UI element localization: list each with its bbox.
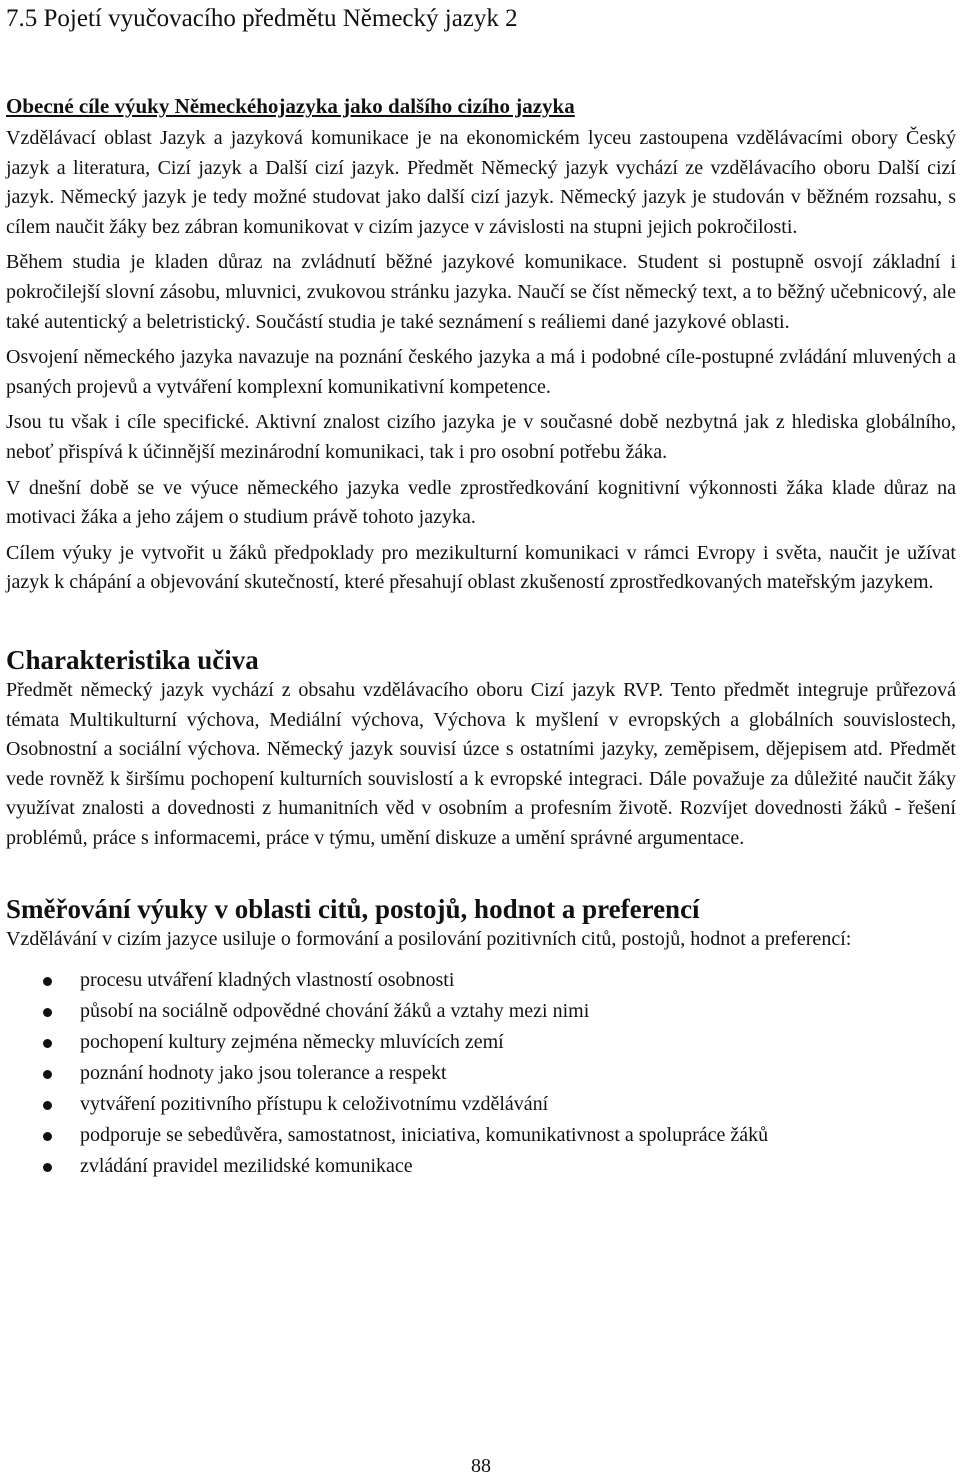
- paragraph: Jsou tu však i cíle specifické. Aktivní znalost cizího jazyka je v současné době nezbytná jak z hlediska globálního, neboť přispívá k účinnější mezinárodní komunikaci, tak i pro osobní potřebu žáka.: [6, 411, 956, 463]
- list-item: poznání hodnoty jako jsou tolerance a respekt: [6, 1058, 956, 1089]
- paragraph: Vzdělávací oblast Jazyk a jazyková komunikace je na ekonomickém lyceu zastoupena vzdělávacími obory Český jazyk a literatura, Cizí jazyk a Další cizí jazyk. Předmět Německý jazyk vychází ze vzdělávacího oboru Další cizí jazyk. Německý jazyk je tedy možné studovat jako další cizí jazyk. Německý jazyk je studován v běžném rozsahu, s cílem naučit žáky bez zábran komunikovat v cizím jazyce v závislosti na stupni jejich pokročilosti.: [6, 127, 956, 238]
- list-item: procesu utváření kladných vlastností osobnosti: [6, 965, 956, 996]
- list-item: vytváření pozitivního přístupu k celoživotnímu vzdělávání: [6, 1089, 956, 1120]
- values-list: [6, 965, 956, 1182]
- list-item: pochopení kultury zejména německy mluvících zemí: [6, 1027, 956, 1058]
- values-heading: Směřování výuky v oblasti citů, postojů, hodnot a preferencí: [6, 894, 700, 925]
- curriculum-paragraph: Předmět německý jazyk vychází z obsahu vzdělávacího oboru Cizí jazyk RVP. Tento předmět integruje průřezová témata Multikulturní výchova, Mediální výchova, Výchova k myšlení v evropských a globálních souvislostech, Osobnostní a sociální výchova. Německý jazyk souvisí úzce s ostatními jazyky, zeměpisem, dějepisem atd. Předmět vede rovněž k širšímu pochopení kulturních souvislostí a k evropské integraci. Dále považuje za důležité naučit žáky využívat znalosti a dovednosti z humanitních věd v osobním a profesním životě. Rozvíjet dovednosti žáků - řešení problémů, práce s informacemi, práce v týmu, umění diskuze a umění správné argumentace.: [6, 678, 956, 849]
- bullet-icon: [43, 977, 52, 986]
- paragraph: Osvojení německého jazyka navazuje na poznání českého jazyka a má i podobné cíle-postupné zvládání mluvených a psaných projevů a vytváření komplexní komunikativní kompetence.: [6, 346, 956, 398]
- bullet-icon: [43, 1008, 52, 1017]
- general-goals-body: [6, 124, 956, 598]
- list-item: podporuje se sebedůvěra, samostatnost, iniciativa, komunikativnost a spolupráce žáků: [6, 1120, 956, 1151]
- document-page: [6, 0, 956, 1484]
- paragraph: Cílem výuky je vytvořit u žáků předpoklady pro mezikulturní komunikaci v rámci Evropy i světa, naučit je užívat jazyk k chápání a objevování skutečností, které přesahují oblast zkušeností zprostředkovaných mateřským jazykem.: [6, 541, 956, 594]
- bullet-icon: [43, 1039, 52, 1048]
- section-title: 7.5 Pojetí vyučovacího předmětu Německý jazyk 2: [6, 5, 518, 32]
- list-item: zvládání pravidel mezilidské komunikace: [6, 1151, 956, 1182]
- bullet-icon: [43, 1163, 52, 1172]
- values-intro: Vzdělávání v cizím jazyce usiluje o formování a posilování pozitivních citů, postojů, hodnot a preferencí:: [6, 928, 852, 951]
- list-item: působí na sociálně odpovědné chování žáků a vztahy mezi nimi: [6, 996, 956, 1027]
- bullet-icon: [43, 1101, 52, 1110]
- general-goals-heading: Obecné cíle výuky Německéhojazyka jako dalšího cizího jazyka: [6, 94, 575, 118]
- curriculum-heading: Charakteristika učiva: [6, 644, 259, 675]
- paragraph: V dnešní době se ve výuce německého jazyka vedle zprostředkování kognitivní výkonnosti žáka klade důraz na motivaci žáka a jeho zájem o studium právě tohoto jazyka.: [6, 476, 956, 529]
- page-number: 88: [471, 1455, 491, 1477]
- bullet-icon: [43, 1070, 52, 1079]
- bullet-icon: [43, 1132, 52, 1141]
- paragraph: Během studia je kladen důraz na zvládnutí běžné jazykové komunikace. Student si postupně osvojí základní i pokročilejší slovní zásobu, mluvnici, zvukovou stránku jazyka. Naučí se číst německý text, a to běžný učebnicový, ale také autentický a beletristický. Součástí studia je také seznámení s reáliemi dané jazykové oblasti.: [6, 251, 956, 333]
